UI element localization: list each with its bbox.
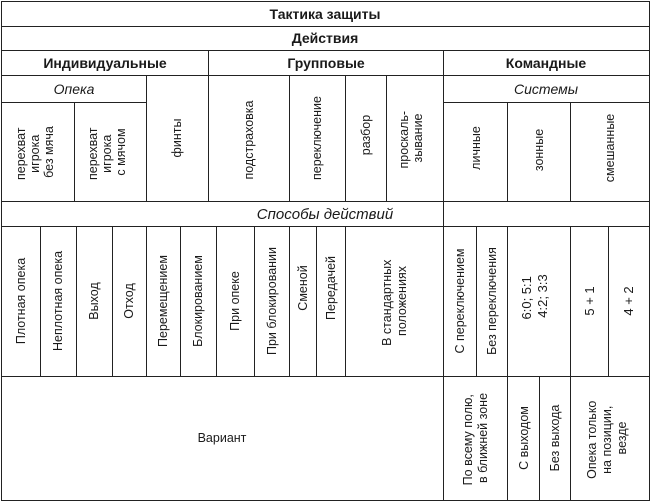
method-without-switching: Без переключения bbox=[485, 247, 499, 355]
col-slip: проскаль- зывание bbox=[397, 110, 425, 169]
method-zone-schemes: 6:0; 5:1 4:2; 3:3 bbox=[519, 274, 550, 320]
method-on-marking: При опеке bbox=[228, 271, 242, 331]
method-with-switching: С переключением bbox=[453, 248, 467, 354]
method-standard-positions: В стандартных положениях bbox=[380, 259, 409, 346]
col-intercept-no-ball: перехват игрока без мяча bbox=[14, 126, 56, 180]
variant-label: Вариант bbox=[197, 431, 247, 445]
methods-title: Способы действий bbox=[256, 206, 394, 223]
group-group: Групповые bbox=[287, 55, 365, 71]
method-mixed-4-2: 4 + 2 bbox=[621, 286, 636, 316]
group-team: Командные bbox=[505, 55, 587, 71]
method-by-blocking: Блокированием bbox=[191, 255, 205, 347]
col-feints: финты bbox=[170, 118, 184, 158]
col-sort: разбор bbox=[359, 114, 373, 156]
group-individual: Индивидуальные bbox=[43, 55, 167, 71]
col-mixed: смешанные bbox=[603, 113, 617, 183]
method-loose-marking: Неплотная опека bbox=[51, 250, 65, 352]
method-exit: Выход bbox=[87, 282, 101, 320]
col-cover: подстраховка bbox=[242, 100, 256, 180]
table-title: Тактика защиты bbox=[269, 6, 381, 22]
actions-header: Действия bbox=[291, 30, 359, 46]
col-personal: личные bbox=[469, 126, 483, 170]
method-by-change: Сменой bbox=[296, 265, 310, 311]
variant-with-exit: С выходом bbox=[517, 406, 531, 470]
variant-whole-field: По всему полю, в ближней зоне bbox=[461, 392, 490, 486]
col-intercept-with-ball: перехват игрока с мячом bbox=[86, 127, 128, 180]
variant-marking-only: Опека только на позиции, везде bbox=[585, 400, 629, 479]
method-retreat: Отход bbox=[122, 283, 136, 319]
col-zone: зонные bbox=[532, 128, 546, 172]
method-tight-marking: Плотная опека bbox=[14, 257, 28, 345]
method-by-pass: Передачей bbox=[324, 256, 338, 320]
variant-without-exit: Без выхода bbox=[548, 404, 562, 472]
subgroup-opeka: Опека bbox=[53, 81, 95, 97]
col-switch: переключение bbox=[310, 96, 324, 180]
method-mixed-5-1: 5 + 1 bbox=[582, 286, 597, 316]
method-by-movement: Перемещением bbox=[156, 255, 170, 347]
method-on-blocking: При блокировании bbox=[265, 246, 279, 356]
subgroup-systems: Системы bbox=[513, 81, 579, 97]
